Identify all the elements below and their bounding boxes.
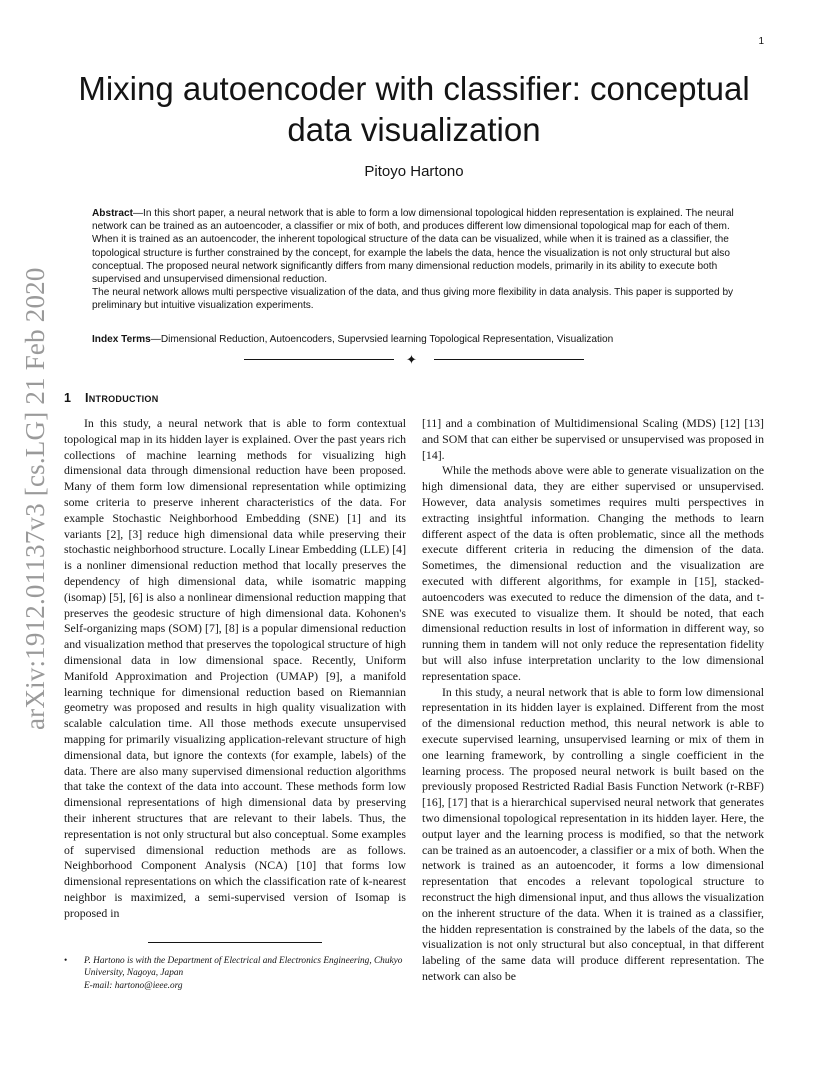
section-number: 1	[64, 391, 71, 405]
index-terms	[92, 333, 736, 346]
body-paragraph: In this study, a neural network that is able to form contextual topological map in its hidden layer is explained. Over the past years rich collections of machine learning methods for visualizing high dimensional data through dimensional reduction have been proposed. Many of them form low dimensional representation while optimizing some criteria to preserve inherent characteristics of the data. For example Stochastic Neighborhood Embedding (SNE) [1] and its variants [2], [3] reduce high dimensional data while preserving their stochastic neighborhood structure. Locally Linear Embedding (LLE) [4] is a nonliner dimensional reduction method that locally preserves the dependency of high dimensional data, while isomatric mapping (isomap) [5], [6] is also a nonlinear dimensional reduction mapping that preserves the geodesic structure of high dimensional data. Kohonen's Self-organizing maps (SOM) [7], [8] is a popular dimensional reduction and visualization method that preserves the topological structure of high dimensional data in low dimensional space. Recently, Uniform Manifold Approximation and Projection (UMAP) [9], a manifold learning technique for dimensional reduction based on Riemannian geometry was proposed and results in high quality visualization with scalable calculation time. All those methods execute unsupervised mapping for primarily visualizing application-relevant structure of high dimensional data, but ignore the contexts (for example, labels) of the data. There are also many supervised dimensional reduction algorithms that take the context of the data into account. These methods form low dimensional representations of high dimensional data by preserving their inherent structures that are relevant to their labels. Thus, the representation is not only structural but also conceptual. Some examples of supervised dimensional reduction methods are as follows. Neighborhood Component Analysis (NCA) [10] that forms low dimensional representations on which the classification rate of k-nearest neighbor is maximized, a semi-supervised version of Isomap is proposed in	[64, 416, 406, 920]
footnote	[64, 955, 408, 992]
paper-title: Mixing autoencoder with classifier: conceptual data visualization	[78, 70, 750, 148]
index-terms-label: Index Terms	[92, 334, 151, 345]
footnote-bullet-icon: •	[64, 956, 68, 966]
arxiv-stamp[interactable]: arXiv:1912.01137v3 [cs.LG] 21 Feb 2020	[20, 267, 50, 730]
body-paragraph: In this study, a neural network that is able to form low dimensional representation in its hidden layer is explained. Different from the most of the dimensional reduction method, this neural network is able to execute supervised learning, unsupervised learning or mix of them in one learning framework, by controlling a single coefficient in the learning process. The proposed neural network is built based on the previously proposed Restricted Radial Basis Function Network (r-RBF) [16], [17] that is a hierarchical supervised neural network that generates two dimensional topological representation in its hidden layer. Here, the output layer and the learning process is modified, so that the network can be trained as an autoencoder, a classifier or a mix of both. When the network is trained as an autoencoder, it forms a low dimensional representation that encodes a relevant topological structure to reconstruct the high dimensional input, and thus allows the visualization on the inherent structure of the data. When it is trained as a classifier, the hidden representation is constrained by the labels of the data, so the visualization is not only structural but also conceptual, in that different labeling of the same data will produce different representation. The network can also be	[422, 684, 764, 983]
left-column	[64, 416, 406, 922]
abstract-text-2: The neural network allows multi perspective visualization of the data, and thus giving more flexibility in data analysis. This paper is supported by preliminary but intuitive visualization experiments.	[92, 287, 734, 312]
right-column	[422, 416, 764, 985]
author-name: Pitoyo Hartono	[364, 163, 464, 180]
abstract-label: Abstract	[92, 208, 133, 219]
footnote-rule	[148, 942, 322, 943]
index-terms-text: —Dimensional Reduction, Autoencoders, Supervsied learning Topological Representation, Visualization	[150, 334, 614, 345]
section-heading	[64, 391, 159, 405]
abstract	[92, 207, 736, 313]
divider-star-icon: ✦	[406, 352, 417, 367]
body-paragraph-continuation: [11] and a combination of Multidimensional Scaling (MDS) [12] [13] and SOM that can either be supervised or unsupervised was proposed in [14].	[422, 416, 764, 462]
footnote-affiliation: P. Hartono is with the Department of Electrical and Electronics Engineering, Chukyo University, Nagoya, Japan	[84, 956, 403, 979]
body-paragraph: While the methods above were able to generate visualization on the high dimensional data, they are either supervised or unsupervised. However, data analysis sometimes requires multi perspectives in extracting insightful information. Changing the methods to learn different aspect of the data is often problematic, since all the methods execute different criteria in reducing the dimension of the data. Sometimes, the dimensional reduction and the visualization are executed with different algorithms, for example in [15], stacked-autoencoders was executed to reduce the dimension of the data, and t-SNE was executed to visualize them. It should be noted, that each dimensional reduction results in lost of information in different way, so running them in tandem will not only reduce the representation fidelity but will also infuse interpretation unclarity to the low dimensional representation space.	[422, 463, 764, 683]
footnote-email[interactable]: E-mail: hartono@ieee.org	[84, 980, 183, 991]
divider-rule-right	[434, 359, 584, 360]
section-divider	[244, 352, 584, 367]
section-title: Introduction	[84, 391, 159, 405]
abstract-text: —In this short paper, a neural network that is able to form a low dimensional topological hidden representation is explained. The neural network can be trained as an autoencoder, a classifier or mix of both, and produces different low dimensional topological map for each of them. When it is trained as an autoencoder, the inherent topological structure of the data can be visualized, while when it is trained as a classifier, the topological structure is further constrained by the concept, for example the labels the data, hence the visualization is not only structural but also conceptual. The proposed neural network significantly differs from many dimensional reduction models, primarily in its ability to execute both supervised and unsupervised dimensional reduction.	[92, 208, 734, 286]
page-number: 1	[758, 36, 764, 47]
divider-rule-left	[244, 359, 394, 360]
